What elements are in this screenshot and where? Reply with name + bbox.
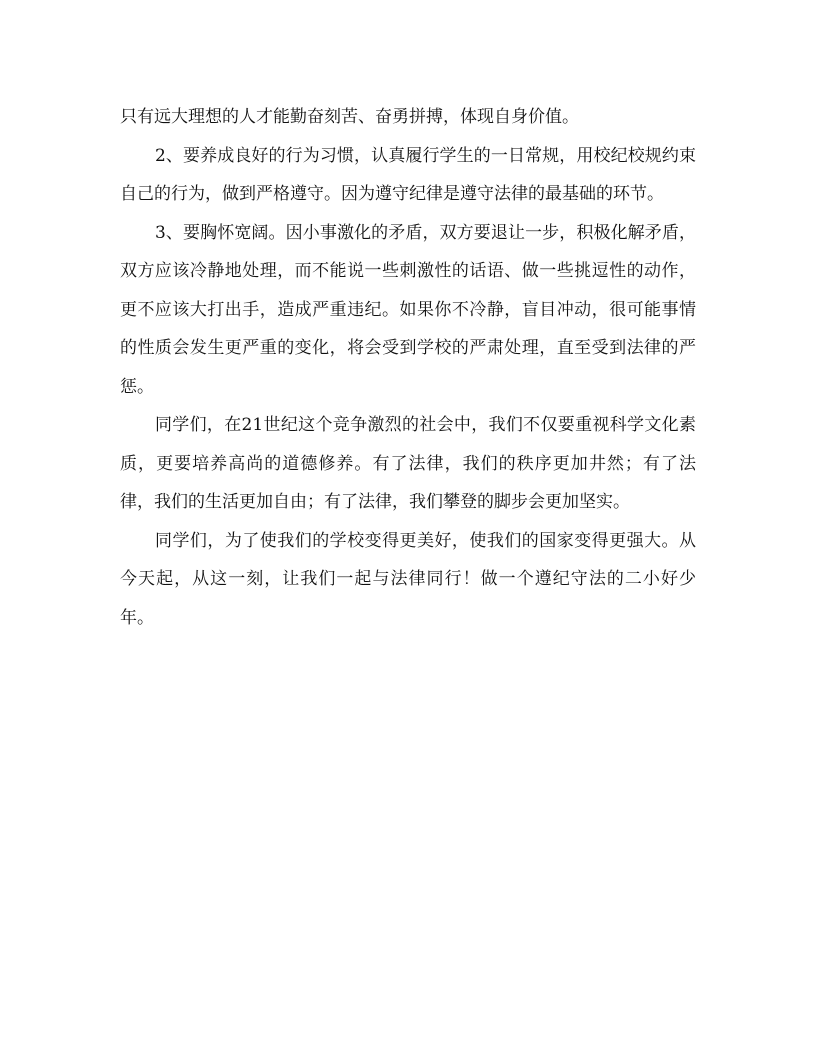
paragraph-broad-mind: 3、要胸怀宽阔。因小事激化的矛盾，双方要退让一步，积极化解矛盾，双方应该冷静地处理，而不能说一些刺激性的话语、做一些挑逗性的动作，更不应该大打出手，造成严重违纪。如果你不冷静，盲目冲动，很可能事情的性质会发生更严重的变化，将会受到学校的严肃处理，直至受到法律的严惩。: [120, 222, 696, 397]
paragraph-continuation: 只有远大理想的人才能勤奋刻苦、奋勇拼搏，体现自身价值。: [120, 107, 579, 127]
paragraph-behavior-habits: 2、要养成良好的行为习惯，认真履行学生的一日常规，用校纪校规约束自己的行为，做到严格遵守。因为遵守纪律是遵守法律的最基础的环节。: [120, 145, 696, 204]
paragraph-closing: 同学们，为了使我们的学校变得更美好，使我们的国家变得更强大。从今天起，从这一刻，让我们一起与法律同行！做一个遵纪守法的二小好少年。: [120, 530, 696, 628]
document-body: [120, 98, 696, 637]
paragraph-21st-century: 同学们，在21世纪这个竞争激烈的社会中，我们不仅要重视科学文化素质，更要培养高尚的道德修养。有了法律，我们的秩序更加井然；有了法律，我们的生活更加自由；有了法律，我们攀登的脚步会更加坚实。: [120, 415, 696, 512]
